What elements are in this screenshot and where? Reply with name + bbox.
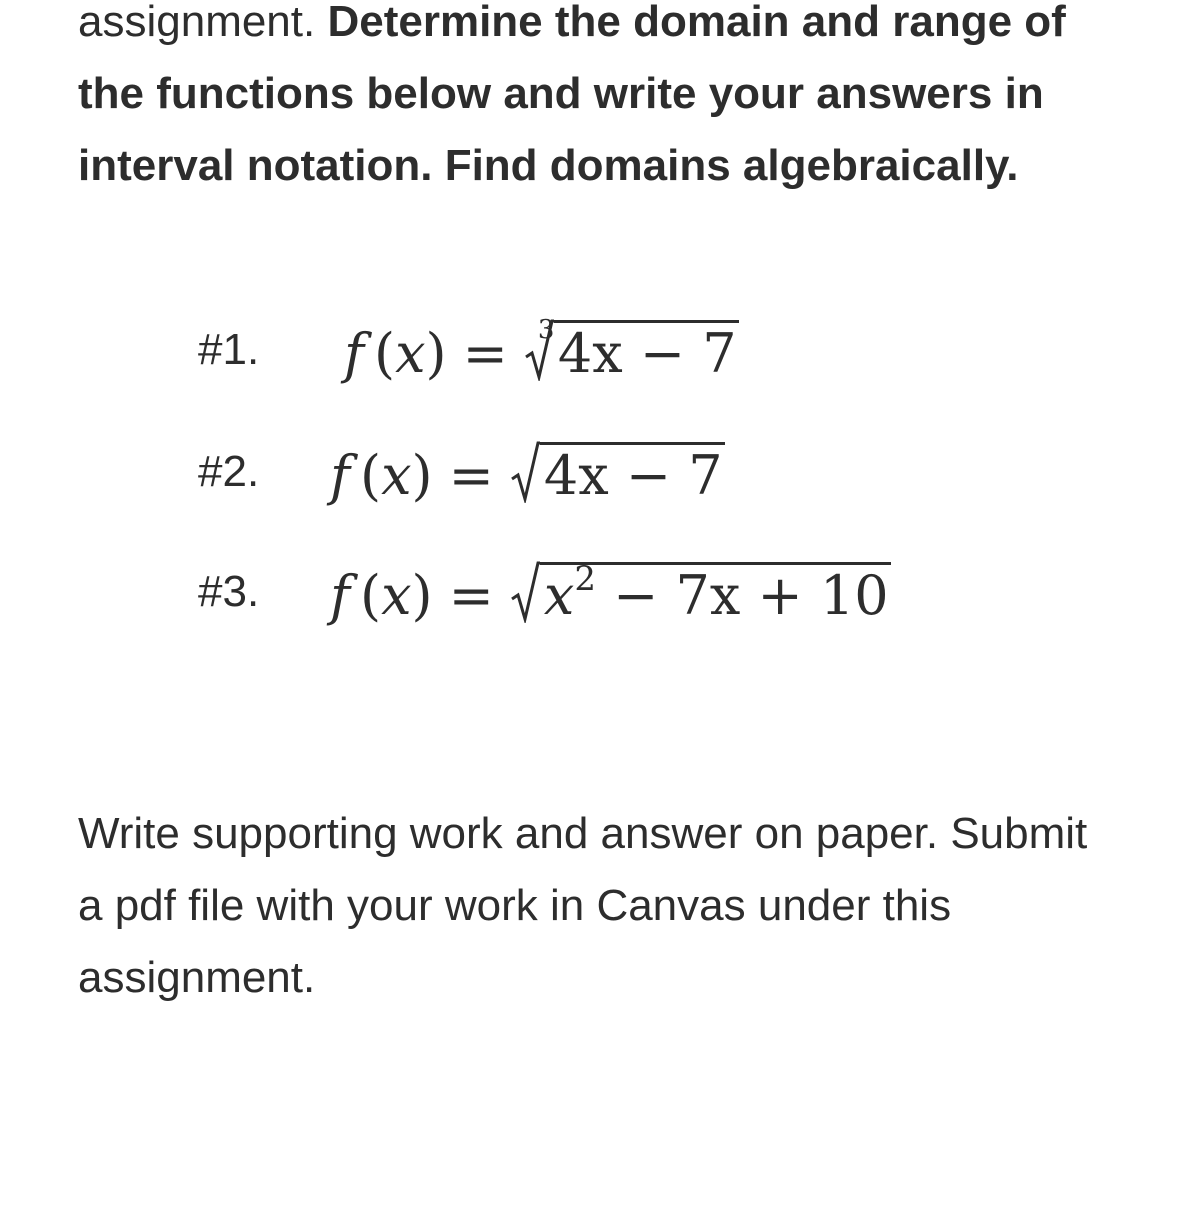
- radicand-rest: − 7x + 10: [595, 564, 889, 627]
- function-argument: x: [381, 444, 412, 507]
- function-argument: x: [381, 564, 412, 627]
- problem-3: [198, 552, 891, 632]
- radicand-exponent: 2: [574, 559, 596, 599]
- radicand: [540, 559, 891, 627]
- instructions-bold: Determine the domain and range of the functions below and write your answers in interval notation. Find domains algebraically.: [78, 0, 1066, 190]
- function-name: f: [344, 322, 364, 385]
- problem-2-label: #2.: [198, 447, 260, 496]
- submission-note: Write supporting work and answer on paper. Submit a pdf file with your work in Canvas under this assignment.: [78, 809, 1088, 1002]
- radical-sign-icon: [510, 441, 540, 503]
- square-root: [510, 559, 891, 627]
- problem-3-formula: f ( x ) = $x^2 - 7x + 10$: [330, 559, 889, 627]
- radicand: 4x − 7: [554, 320, 739, 381]
- problem-1-formula: f ( x ) = 3 4x − 7: [344, 315, 737, 385]
- equals-sign: =: [448, 444, 494, 507]
- function-name: f: [330, 444, 350, 507]
- radicand: 4x − 7: [540, 442, 725, 503]
- function-name: f: [330, 564, 350, 627]
- instructions-paragraph: [78, 0, 1118, 202]
- problem-1: [198, 310, 739, 390]
- instructions-lead: assignment.: [78, 0, 328, 46]
- square-root: [510, 441, 725, 507]
- problem-2: [198, 432, 725, 512]
- equals-sign: =: [462, 322, 508, 385]
- problem-2-formula: f ( x ) = 4x − 7: [330, 441, 725, 503]
- radical-sign-icon: [510, 561, 540, 623]
- root-index: 3: [537, 315, 555, 345]
- problem-1-label: #1.: [198, 325, 260, 374]
- problem-3-label: #3.: [198, 567, 260, 616]
- function-argument: x: [395, 322, 426, 385]
- equals-sign: =: [448, 564, 494, 627]
- radicand-base: x: [543, 564, 575, 627]
